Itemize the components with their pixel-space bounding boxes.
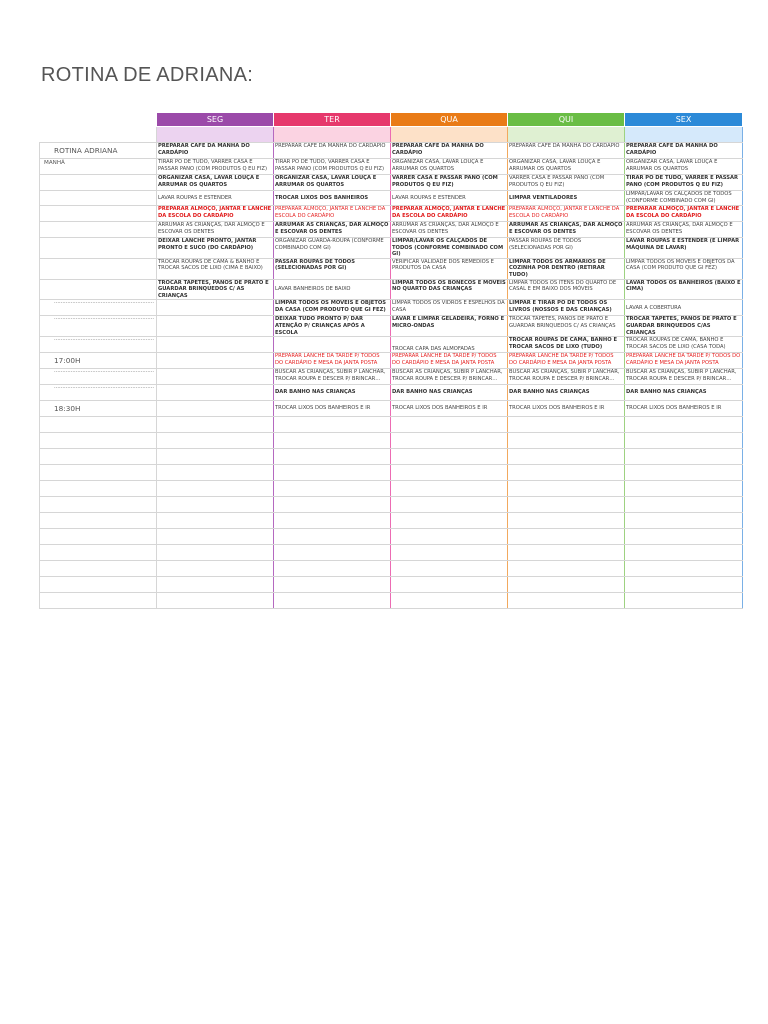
page-title: ROTINA DE ADRIANA: — [41, 64, 254, 86]
empty-cell — [40, 561, 157, 577]
task-cell: TROCAR ROUPAS DE CAMA, BANHO E TROCAR SACOS DE LIXO (CASA TODA) — [625, 337, 743, 353]
empty-cell — [508, 577, 625, 593]
task-cell: PASSAR ROUPAS DE TODOS (SELECIONADAS POR GI) — [508, 238, 625, 259]
weekly-schedule-table — [39, 112, 743, 609]
task-cell: LIMPAR/LAVAR OS CALÇADOS DE TODOS (CONFORME COMBINADO COM GI) — [625, 191, 743, 206]
table-row — [40, 300, 743, 316]
header-corner — [40, 113, 157, 127]
empty-row — [40, 417, 743, 433]
table-row — [40, 206, 743, 222]
empty-cell — [625, 593, 743, 609]
empty-row — [40, 577, 743, 593]
row-label — [40, 279, 157, 300]
empty-cell — [625, 449, 743, 465]
task-cell: PREPARAR LANCHE DA TARDE P/ TODOS DO CARDÁPIO E MESA DA JANTA POSTA — [625, 353, 743, 369]
task-cell: PREPARAR ALMOÇO, JANTAR E LANCHE DA ESCOLA DO CARDÁPIO — [391, 206, 508, 222]
table-row — [40, 337, 743, 353]
task-cell: LAVAR E LIMPAR GELADEIRA, FORNO E MICRO-ONDAS — [391, 316, 508, 337]
task-cell: BUSCAR AS CRIANÇAS, SUBIR P LANCHAR, TROCAR ROUPA E DESCER P/ BRINCAR… — [625, 369, 743, 385]
empty-cell — [391, 465, 508, 481]
empty-cell — [157, 481, 274, 497]
empty-cell — [157, 417, 274, 433]
empty-row — [40, 465, 743, 481]
task-cell: TROCAR LIXOS DOS BANHEIROS E IR — [625, 401, 743, 417]
task-cell: TROCAR CAPA DAS ALMOFADAS — [391, 337, 508, 353]
task-cell: TROCAR TAPETES, PANOS DE PRATO E GUARDAR BRINQUEDOS C/AS CRIANÇAS — [625, 316, 743, 337]
day-header-seg: SEG — [157, 113, 274, 127]
task-cell: TROCAR LIXOS DOS BANHEIROS E IR — [274, 401, 391, 417]
task-cell: ORGANIZAR GUARDA-ROUPA (CONFORME COMBINADO COM GI) — [274, 238, 391, 259]
day-header-ter: TER — [274, 113, 391, 127]
empty-row — [40, 497, 743, 513]
task-cell: PREPARAR ALMOÇO, JANTAR E LANCHE DA ESCOLA DO CARDÁPIO — [274, 206, 391, 222]
task-cell: LIMPAR TODOS OS ARMÁRIOS DE COZINHA POR DENTRO (RETIRAR TUDO) — [508, 258, 625, 279]
empty-cell — [391, 577, 508, 593]
task-cell: PREPARAR CAFÉ DA MANHÃ DO CARDÁPIO — [391, 143, 508, 159]
row-label-dots: …………………………………………………… — [40, 385, 157, 401]
task-cell: LAVAR ROUPAS E ESTENDER — [157, 191, 274, 206]
empty-cell — [274, 561, 391, 577]
empty-cell — [508, 465, 625, 481]
task-cell: LIMPAR VENTILADORES — [508, 191, 625, 206]
task-cell: TIRAR PÓ DE TUDO, VARRER E PASSAR PANO (COM PRODUTOS Q EU FIZ) — [625, 175, 743, 191]
table-row — [40, 175, 743, 191]
task-cell: ARRUMAR AS CRIANÇAS, DAR ALMOÇO E ESCOVAR OS DENTES — [391, 222, 508, 238]
empty-cell — [391, 529, 508, 545]
empty-cell — [391, 481, 508, 497]
band-qua — [391, 127, 508, 143]
empty-cell — [508, 513, 625, 529]
task-cell: PREPARAR CAFÉ DA MANHÃ DO CARDÁPIO — [508, 143, 625, 159]
task-cell: PASSAR ROUPAS DE TODOS (SELECIONADAS POR GI) — [274, 258, 391, 279]
empty-cell — [274, 481, 391, 497]
day-header-qui: QUI — [508, 113, 625, 127]
table-row — [40, 316, 743, 337]
table-row — [40, 385, 743, 401]
task-cell: DEIXAR TUDO PRONTO P/ DAR ATENÇÃO P/ CRIANÇAS APÓS A ESCOLA — [274, 316, 391, 337]
table-row — [40, 279, 743, 300]
task-cell: TROCAR LIXOS DOS BANHEIROS — [274, 191, 391, 206]
empty-cell — [508, 417, 625, 433]
task-cell: LAVAR A COBERTURA — [625, 300, 743, 316]
task-cell: ORGANIZAR CASA, LAVAR LOUÇA E ARRUMAR OS QUARTOS — [625, 159, 743, 175]
task-cell: LIMPAR TODOS OS VIDROS E ESPELHOS DA CASA — [391, 300, 508, 316]
table-row — [40, 353, 743, 369]
task-cell: PREPARAR LANCHE DA TARDE P/ TODOS DO CARDÁPIO E MESA DA JANTA POSTA — [274, 353, 391, 369]
task-cell: DAR BANHO NAS CRIANÇAS — [508, 385, 625, 401]
time-label: 18:30H — [40, 401, 157, 417]
task-cell: TROCAR TAPETES, PANOS DE PRATO E GUARDAR BRINQUEDOS C/ AS CRIANÇAS — [508, 316, 625, 337]
empty-cell — [625, 465, 743, 481]
task-cell: PREPARAR LANCHE DA TARDE P/ TODOS DO CARDÁPIO E MESA DA JANTA POSTA — [391, 353, 508, 369]
task-cell: PREPARAR ALMOÇO, JANTAR E LANCHE DA ESCOLA DO CARDÁPIO — [625, 206, 743, 222]
row-label — [40, 258, 157, 279]
empty-cell — [391, 561, 508, 577]
empty-cell — [40, 577, 157, 593]
task-cell — [157, 300, 274, 316]
empty-cell — [625, 497, 743, 513]
empty-row — [40, 545, 743, 561]
task-cell: ARRUMAR AS CRIANÇAS, DAR ALMOÇO E ESCOVAR OS DENTES — [625, 222, 743, 238]
empty-cell — [274, 529, 391, 545]
task-cell: DEIXAR LANCHE PRONTO, JANTAR PRONTO E SUCO (DO CARDÁPIO) — [157, 238, 274, 259]
empty-cell — [625, 481, 743, 497]
empty-cell — [40, 545, 157, 561]
task-cell: LAVAR ROUPAS E ESTENDER — [391, 191, 508, 206]
task-cell: TROCAR LIXOS DOS BANHEIROS E IR — [508, 401, 625, 417]
empty-cell — [391, 593, 508, 609]
empty-cell — [625, 561, 743, 577]
empty-cell — [508, 545, 625, 561]
task-cell: BUSCAR AS CRIANÇAS, SUBIR P LANCHAR, TROCAR ROUPA E DESCER P/ BRINCAR… — [391, 369, 508, 385]
band-spacer — [40, 127, 157, 143]
empty-row — [40, 433, 743, 449]
task-cell: BUSCAR AS CRIANÇAS, SUBIR P LANCHAR, TROCAR ROUPA E DESCER P/ BRINCAR… — [508, 369, 625, 385]
task-cell: BUSCAR AS CRIANÇAS, SUBIR P LANCHAR, TROCAR ROUPA E DESCER P/ BRINCAR… — [274, 369, 391, 385]
task-cell: PREPARAR LANCHE DA TARDE P/ TODOS DO CARDÁPIO E MESA DA JANTA POSTA — [508, 353, 625, 369]
empty-row — [40, 481, 743, 497]
task-cell: TIRAR PÓ DE TUDO, VARRER CASA E PASSAR PANO (COM PRODUTOS Q EU FIZ) — [274, 159, 391, 175]
table-row — [40, 258, 743, 279]
band-seg — [157, 127, 274, 143]
empty-cell — [625, 433, 743, 449]
row-label-dots: …………………………………………………… — [40, 300, 157, 316]
empty-cell — [274, 433, 391, 449]
row-label: ROTINA ADRIANA — [40, 143, 157, 159]
empty-cell — [40, 465, 157, 481]
empty-cell — [508, 561, 625, 577]
empty-cell — [625, 577, 743, 593]
empty-cell — [391, 433, 508, 449]
empty-cell — [40, 481, 157, 497]
table-row — [40, 238, 743, 259]
table-row — [40, 222, 743, 238]
task-cell: TROCAR ROUPAS DE CAMA & BANHO E TROCAR SACOS DE LIXO (CIMA E BAIXO) — [157, 258, 274, 279]
empty-cell — [40, 449, 157, 465]
task-cell: VARRER CASA E PASSAR PANO (COM PRODUTOS Q EU FIZ) — [508, 175, 625, 191]
empty-cell — [274, 465, 391, 481]
empty-row — [40, 593, 743, 609]
empty-cell — [391, 513, 508, 529]
table-row — [40, 159, 743, 175]
empty-cell — [157, 433, 274, 449]
task-cell: ARRUMAR AS CRIANÇAS, DAR ALMOÇO E ESCOVAR OS DENTES — [508, 222, 625, 238]
task-cell — [157, 401, 274, 417]
row-label: MANHÃ — [40, 159, 157, 175]
task-cell — [157, 369, 274, 385]
empty-cell — [157, 545, 274, 561]
empty-cell — [40, 497, 157, 513]
task-cell: PREPARAR CAFÉ DA MANHÃ DO CARDÁPIO — [274, 143, 391, 159]
empty-cell — [40, 417, 157, 433]
task-cell: TROCAR ROUPAS DE CAMA, BANHO E TROCAR SACOS DE LIXO (TUDO) — [508, 337, 625, 353]
task-cell: TROCAR LIXOS DOS BANHEIROS E IR — [391, 401, 508, 417]
task-cell — [274, 337, 391, 353]
task-cell: ORGANIZAR CASA, LAVAR LOUÇA E ARRUMAR OS QUARTOS — [391, 159, 508, 175]
empty-cell — [157, 465, 274, 481]
task-cell: LAVAR TODOS OS BANHEIROS (BAIXO E CIMA) — [625, 279, 743, 300]
empty-cell — [274, 513, 391, 529]
task-cell: PREPARAR ALMOÇO, JANTAR E LANCHE DA ESCOLA DO CARDÁPIO — [508, 206, 625, 222]
task-cell: LIMPAR/LAVAR OS CALÇADOS DE TODOS (CONFORME COMBINADO COM GI) — [391, 238, 508, 259]
empty-cell — [157, 529, 274, 545]
empty-cell — [391, 497, 508, 513]
empty-cell — [625, 529, 743, 545]
task-cell: ORGANIZAR CASA, LAVAR LOUÇA E ARRUMAR OS QUARTOS — [157, 175, 274, 191]
task-cell: DAR BANHO NAS CRIANÇAS — [391, 385, 508, 401]
task-cell — [157, 316, 274, 337]
empty-cell — [274, 593, 391, 609]
band-qui — [508, 127, 625, 143]
task-cell: LAVAR BANHEIROS DE BAIXO — [274, 279, 391, 300]
task-cell: LAVAR ROUPAS E ESTENDER (E LIMPAR MÁQUINA DE LAVAR) — [625, 238, 743, 259]
task-cell: ORGANIZAR CASA, LAVAR LOUÇA E ARRUMAR OS QUARTOS — [274, 175, 391, 191]
row-label — [40, 206, 157, 222]
row-label — [40, 222, 157, 238]
task-cell: PREPARAR CAFÉ DA MANHÃ DO CARDÁPIO — [625, 143, 743, 159]
empty-cell — [157, 593, 274, 609]
task-cell: DAR BANHO NAS CRIANÇAS — [625, 385, 743, 401]
empty-cell — [157, 497, 274, 513]
empty-cell — [391, 545, 508, 561]
task-cell: LIMPAR TODOS OS MÓVEIS E OBJETOS DA CASA (COM PRODUTO QUE GI FEZ) — [274, 300, 391, 316]
task-cell — [157, 337, 274, 353]
task-cell: ARRUMAR AS CRIANÇAS, DAR ALMOÇO E ESCOVAR OS DENTES — [274, 222, 391, 238]
row-label — [40, 238, 157, 259]
empty-cell — [508, 593, 625, 609]
task-cell — [157, 385, 274, 401]
empty-cell — [157, 513, 274, 529]
empty-cell — [391, 449, 508, 465]
row-label — [40, 191, 157, 206]
table-row — [40, 191, 743, 206]
color-band-row — [40, 127, 743, 143]
empty-cell — [508, 497, 625, 513]
empty-row — [40, 529, 743, 545]
empty-cell — [274, 577, 391, 593]
empty-cell — [391, 417, 508, 433]
task-cell: TROCAR TAPETES, PANOS DE PRATO E GUARDAR BRINQUEDOS C/ AS CRIANÇAS — [157, 279, 274, 300]
day-header-row — [40, 113, 743, 127]
band-ter — [274, 127, 391, 143]
empty-cell — [625, 545, 743, 561]
empty-cell — [274, 545, 391, 561]
empty-cell — [274, 497, 391, 513]
empty-cell — [274, 417, 391, 433]
task-cell: TIRAR PÓ DE TUDO, VARRER CASA E PASSAR PANO (COM PRODUTOS Q EU FIZ) — [157, 159, 274, 175]
empty-row — [40, 513, 743, 529]
empty-cell — [625, 417, 743, 433]
empty-cell — [508, 449, 625, 465]
task-cell: PREPARAR ALMOÇO, JANTAR E LANCHE DA ESCOLA DO CARDÁPIO — [157, 206, 274, 222]
row-label-dots: …………………………………………………… — [40, 337, 157, 353]
task-cell: LIMPAR TODOS OS MÓVEIS E OBJETOS DA CASA (COM PRODUTO QUE GI FEZ) — [625, 258, 743, 279]
empty-cell — [625, 513, 743, 529]
empty-cell — [274, 449, 391, 465]
table-row — [40, 369, 743, 385]
row-label-dots: …………………………………………………… — [40, 316, 157, 337]
day-header-sex: SEX — [625, 113, 743, 127]
task-cell: PREPARAR CAFÉ DA MANHÃ DO CARDÁPIO — [157, 143, 274, 159]
empty-cell — [40, 593, 157, 609]
empty-row — [40, 561, 743, 577]
task-cell: LIMPAR TODOS OS ÍTENS DO QUARTO DE CASAL E EM BAIXO DOS MÓVEIS — [508, 279, 625, 300]
empty-cell — [157, 561, 274, 577]
empty-cell — [508, 433, 625, 449]
band-sex — [625, 127, 743, 143]
empty-cell — [508, 529, 625, 545]
table-row — [40, 143, 743, 159]
table-row — [40, 401, 743, 417]
task-cell: DAR BANHO NAS CRIANÇAS — [274, 385, 391, 401]
empty-cell — [40, 513, 157, 529]
task-cell: LIMPAR E TIRAR PÓ DE TODOS OS LIVROS (NOSSOS E DAS CRIANÇAS) — [508, 300, 625, 316]
empty-cell — [508, 481, 625, 497]
task-cell: VARRER CASA E PASSAR PANO (COM PRODUTOS Q EU FIZ) — [391, 175, 508, 191]
task-cell: LIMPAR TODOS OS BONECOS E MÓVEIS NO QUARTO DAS CRIANÇAS — [391, 279, 508, 300]
empty-cell — [157, 449, 274, 465]
task-cell: ORGANIZAR CASA, LAVAR LOUÇA E ARRUMAR OS QUARTOS — [508, 159, 625, 175]
empty-row — [40, 449, 743, 465]
row-label-dots: …………………………………………………… — [40, 369, 157, 385]
empty-cell — [40, 529, 157, 545]
empty-cell — [157, 577, 274, 593]
empty-cell — [40, 433, 157, 449]
row-label — [40, 175, 157, 191]
task-cell: ARRUMAR AS CRIANÇAS, DAR ALMOÇO E ESCOVAR OS DENTES — [157, 222, 274, 238]
time-label: 17:00H — [40, 353, 157, 369]
task-cell: VERIFICAR VALIDADE DOS REMÉDIOS E PRODUTOS DA CASA — [391, 258, 508, 279]
day-header-qua: QUA — [391, 113, 508, 127]
task-cell — [157, 353, 274, 369]
